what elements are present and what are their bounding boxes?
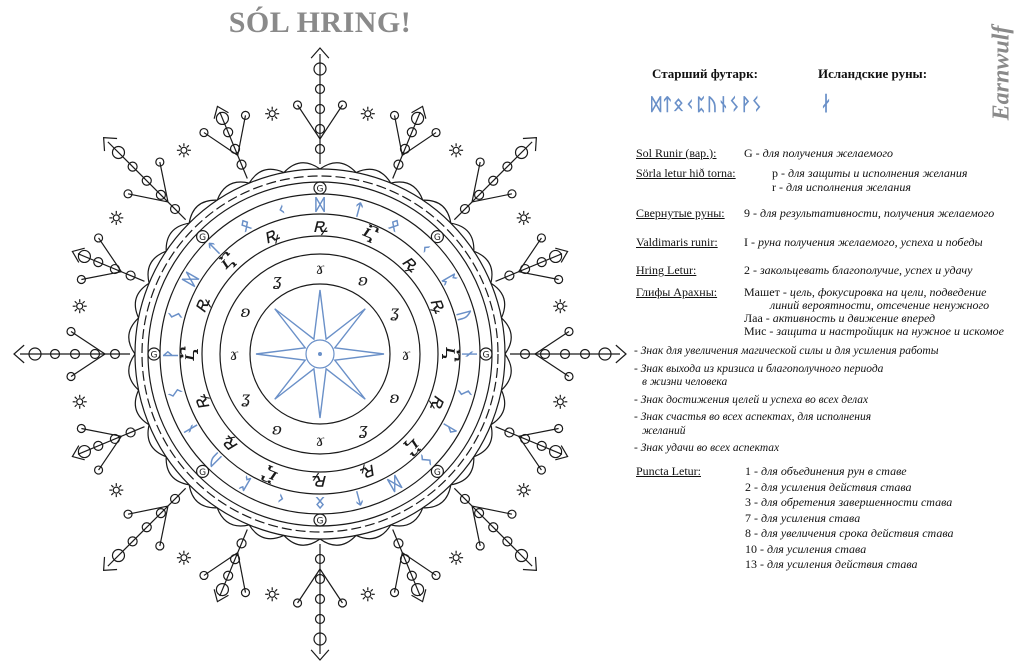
- entry-label: Valdimaris runir:: [636, 235, 718, 249]
- sun-ray: [527, 221, 529, 223]
- author-signature: [982, 8, 1022, 138]
- ring-rune: ᛏ: [351, 487, 366, 509]
- entry-key: 9: [744, 206, 750, 220]
- sign-line: - Знак достижения целей и успеха во всех делах: [634, 393, 869, 406]
- sign-item: [634, 394, 1004, 408]
- puncta-desc: для усиления става: [767, 541, 867, 556]
- ring-rune: ᛟ: [236, 213, 255, 236]
- entry-sep: -: [751, 479, 761, 494]
- branch-line: [71, 332, 105, 354]
- sun-ray: [371, 597, 373, 599]
- branch-line: [472, 506, 480, 546]
- ring-glyph: ꝶ: [425, 391, 454, 415]
- sun-ray: [555, 397, 557, 399]
- puncta-desc: для усиления действия става: [767, 557, 918, 571]
- puncta-item: [745, 542, 954, 558]
- ring-glyph: Ⴀ: [437, 346, 461, 362]
- sign-item: [634, 345, 1004, 359]
- sun-glyph: [521, 215, 527, 221]
- entry-sep: -: [776, 180, 786, 194]
- puncta-item: [745, 464, 954, 480]
- entry-glyphs-arachne: [636, 285, 1016, 345]
- branch-line: [395, 115, 403, 155]
- entry-sep: -: [752, 146, 763, 160]
- sun-ray: [187, 153, 189, 155]
- sun-ray: [267, 589, 269, 591]
- sun-ray: [75, 301, 77, 303]
- ring-rune: ᛊ: [165, 308, 187, 323]
- puncta-key: 3: [745, 495, 751, 509]
- sign-item: [634, 411, 1004, 438]
- glyph-name: Мис: [744, 324, 767, 338]
- sun-ray: [519, 493, 521, 495]
- ring-glyph: Ⴀ: [259, 459, 282, 488]
- entry-sep: -: [762, 311, 773, 325]
- center-glyph: ʓ: [241, 388, 251, 407]
- ring-glyph: ꝶ: [214, 431, 243, 460]
- sun-glyph: [113, 487, 119, 493]
- sun-ray: [119, 221, 121, 223]
- ring-glyph: ꝶ: [357, 459, 381, 488]
- entry-sep: -: [779, 285, 790, 299]
- elder-futhark-rune-text: ᛞᛏᛟᚲᛈᚢᚾᛊᚹᛊ: [651, 95, 763, 115]
- entry-sep: -: [748, 235, 758, 249]
- entry-sep: -: [766, 324, 777, 338]
- puncta-key: 7: [745, 510, 751, 525]
- branch-line: [472, 506, 512, 514]
- sun-ray: [451, 561, 453, 563]
- entry-label: Sörla letur hið torna:: [636, 166, 736, 180]
- puncta-desc: для увеличения срока действия става: [761, 526, 954, 540]
- sun-ray: [275, 589, 277, 591]
- sun-ray: [527, 493, 529, 495]
- ring-glyph: Ⴀ: [358, 220, 381, 249]
- entry-sep: -: [778, 166, 788, 180]
- entry-sep: -: [751, 510, 761, 525]
- sun-ray: [527, 213, 529, 215]
- sun-glyph: [269, 591, 275, 597]
- sun-ray: [451, 553, 453, 555]
- icelandic-rune: [818, 88, 838, 118]
- ring-glyph: Ⴀ: [397, 431, 425, 459]
- center-glyph: ɤ: [315, 431, 325, 450]
- sun-ray: [111, 485, 113, 487]
- ring-rune: ᚲ: [274, 487, 289, 509]
- branch-line: [395, 553, 403, 593]
- branch-line: [320, 569, 342, 603]
- entry-desc: для получения желаемого: [762, 146, 894, 160]
- sun-ray: [83, 397, 85, 399]
- glyph-name: Лаа: [744, 311, 763, 325]
- entry-label: Свернутые руны:: [636, 206, 725, 220]
- branch-line: [81, 272, 121, 280]
- sun-ray: [519, 485, 521, 487]
- sun-glyph: [113, 215, 119, 221]
- sun-ray: [555, 405, 557, 407]
- sun-ray: [83, 405, 85, 407]
- puncta-label: Puncta Letur:: [636, 464, 701, 478]
- glyph-desc-cont: линий вероятности, отсечение ненужного: [770, 298, 990, 312]
- branch-line: [535, 332, 569, 354]
- center-glyph: ʚ: [358, 270, 368, 290]
- sign-line: - Знак удачи во всех аспектах: [634, 442, 780, 454]
- sun-ray: [371, 117, 373, 119]
- sun-ray: [363, 109, 365, 111]
- branch-line: [71, 354, 105, 376]
- branch-line: [238, 553, 246, 593]
- sun-ray: [459, 145, 461, 147]
- entry-desc: руна получения желаемого, успеха и победы: [758, 235, 983, 249]
- entry-key: 2: [744, 263, 750, 277]
- branch-line: [535, 354, 569, 376]
- branch-line: [160, 162, 168, 202]
- sun-ray: [267, 597, 269, 599]
- entry-sep: -: [757, 541, 767, 556]
- sign-line-2: в жизни человека: [642, 376, 728, 388]
- ring-rune: ᚢ: [204, 449, 225, 470]
- sun-ray: [371, 589, 373, 591]
- sun-ray: [75, 397, 77, 399]
- ring-rune: ᛏ: [204, 238, 225, 259]
- spoke-line: [454, 488, 532, 566]
- center-glyph: ʚ: [272, 419, 282, 439]
- sun-ray: [187, 145, 189, 147]
- entry-desc-2: для исполнения желания: [786, 180, 911, 194]
- branch-line: [160, 506, 168, 546]
- sun-ray: [519, 213, 521, 215]
- entry-sorla-letur: [636, 166, 1016, 196]
- glyph-desc: защита и настройщик на нужное и искомое: [776, 324, 1004, 338]
- point-marker-letter: G: [482, 350, 490, 361]
- ring-glyph: Ⴀ: [179, 346, 203, 362]
- point-marker-letter: G: [316, 516, 324, 527]
- sign-line: - Знак счастья во всех аспектах, для исполнения: [634, 411, 872, 423]
- sun-glyph: [77, 303, 83, 309]
- puncta-key: 2: [745, 479, 751, 494]
- ring-rune: ᚹ: [438, 419, 461, 438]
- sun-ray: [555, 309, 557, 311]
- sun-ray: [83, 309, 85, 311]
- sun-glyph: [181, 555, 187, 561]
- point-marker-letter: G: [199, 467, 207, 478]
- ring-rune: ᛟ: [315, 494, 325, 513]
- center-glyph: ʓ: [272, 270, 282, 290]
- entry-key-2: r: [772, 180, 776, 194]
- author-name: Earnwulf: [988, 25, 1015, 121]
- puncta-key: 1: [745, 464, 751, 478]
- sun-ray: [267, 109, 269, 111]
- ring-rune: ᚲ: [274, 199, 289, 221]
- center-glyph: ʓ: [358, 419, 368, 439]
- sun-ray: [563, 309, 565, 311]
- page-title: SÓL HRING!: [228, 6, 412, 39]
- entry-key: p: [772, 166, 778, 180]
- sign-item: [634, 442, 1004, 456]
- sun-ray: [563, 301, 565, 303]
- branch-line: [519, 272, 559, 280]
- entry-sep: -: [750, 263, 760, 277]
- glyph-desc: активность и движение вперед: [772, 311, 936, 325]
- point-marker-letter: G: [433, 467, 441, 478]
- signs-list: [634, 345, 1004, 460]
- sun-ray: [111, 213, 113, 215]
- sun-ray: [451, 153, 453, 155]
- sun-glyph: [453, 555, 459, 561]
- center-glyph: ɤ: [229, 345, 239, 364]
- entry-desc: закольцевать благополучие, успех и удачу: [760, 263, 973, 277]
- point-marker-letter: G: [199, 233, 207, 244]
- point-marker-letter: G: [433, 233, 441, 244]
- spoke-line: [108, 488, 186, 566]
- entry-sep: -: [757, 557, 767, 571]
- icelandic-runes-label: Исландские руны:: [818, 66, 928, 81]
- ring-rune: ᛈ: [438, 270, 461, 289]
- sun-ray: [563, 405, 565, 407]
- entry-label: Hring Letur:: [636, 263, 697, 277]
- spoke-line: [108, 142, 186, 220]
- branch-line: [472, 162, 480, 202]
- sun-ray: [371, 109, 373, 111]
- ring-rune: ᛊ: [453, 385, 475, 400]
- sun-ray: [119, 493, 121, 495]
- ring-rune: ᚢ: [453, 308, 475, 323]
- sun-ray: [179, 561, 181, 563]
- sun-ray: [179, 553, 181, 555]
- ring-glyph: ꝶ: [186, 391, 215, 415]
- ring-glyph: Ⴀ: [215, 249, 243, 277]
- entry-key: G: [744, 146, 753, 160]
- sun-glyph: [453, 147, 459, 153]
- sun-ray: [519, 221, 521, 223]
- center-glyph: ʚ: [389, 388, 400, 407]
- ring-rune: ᛊ: [415, 449, 436, 470]
- puncta-key: 8: [745, 526, 751, 540]
- sign-line: - Знак для увеличения магической силы и для усиления работы: [634, 345, 939, 357]
- sun-ray: [119, 213, 121, 215]
- sun-ray: [179, 145, 181, 147]
- puncta-desc: для обретения завершенности става: [761, 495, 953, 509]
- branch-line: [472, 194, 512, 202]
- sun-ray: [459, 553, 461, 555]
- ring-rune: ᚾ: [460, 349, 479, 359]
- spoke-line: [454, 142, 532, 220]
- puncta-desc: для объединения рун в ставе: [761, 464, 907, 478]
- central-dot: [318, 352, 322, 356]
- ring-glyph: ꝶ: [425, 293, 454, 317]
- glyph-desc: цель, фокусировка на цели, подведение: [789, 285, 987, 299]
- entry-sep: -: [751, 526, 761, 540]
- sun-glyph: [365, 111, 371, 117]
- ring-rune: ᛞ: [179, 270, 202, 289]
- branch-line: [298, 569, 320, 603]
- ring-rune: ᚲ: [415, 238, 436, 259]
- sun-glyph: [77, 399, 83, 405]
- sun-ray: [451, 145, 453, 147]
- branch-line: [238, 115, 246, 155]
- elder-futhark-label: Старший футарк:: [652, 66, 758, 81]
- entry-sep: -: [751, 495, 761, 509]
- puncta-item: [745, 526, 954, 542]
- center-glyph: ɤ: [315, 259, 325, 278]
- ring-rune: ᛏ: [351, 199, 366, 221]
- sun-ray: [75, 309, 77, 311]
- sun-ray: [275, 597, 277, 599]
- sun-glyph: [365, 591, 371, 597]
- center-glyph: ʚ: [240, 302, 251, 321]
- ring-rune: ᛞ: [315, 195, 325, 214]
- entry-desc: для результативности, получения желаемого: [760, 206, 995, 220]
- entry-key: I: [744, 235, 748, 249]
- sun-glyph: [557, 303, 563, 309]
- sun-ray: [363, 597, 365, 599]
- sun-ray: [75, 405, 77, 407]
- ring-glyph: ꝶ: [259, 220, 283, 249]
- sun-ray: [459, 153, 461, 155]
- sun-ray: [563, 397, 565, 399]
- sun-ray: [555, 301, 557, 303]
- puncta-desc: для усиления става: [761, 510, 861, 525]
- puncta-item: [745, 557, 954, 573]
- center-glyph: ʓ: [389, 302, 399, 321]
- ring-rune: ᛞ: [385, 472, 404, 495]
- ring-rune: ᚹ: [161, 349, 180, 359]
- glyph-name: Машет: [744, 285, 780, 299]
- ring-rune: ᛟ: [385, 213, 404, 236]
- entry-sep: -: [750, 206, 760, 220]
- branch-line: [128, 506, 168, 514]
- sun-ray: [187, 553, 189, 555]
- puncta-key: 13: [745, 557, 757, 571]
- sun-glyph: [181, 147, 187, 153]
- ring-glyph: ꝶ: [397, 248, 426, 277]
- puncta-list: [745, 464, 954, 573]
- ring-rune: ᚾ: [179, 419, 202, 438]
- ring-glyph: ꝶ: [186, 293, 215, 317]
- sign-line-2: желаний: [642, 424, 686, 437]
- point-marker-letter: G: [150, 350, 158, 361]
- puncta-key: 10: [745, 541, 757, 556]
- point-marker-letter: G: [316, 184, 324, 195]
- branch-line: [519, 429, 559, 437]
- entry-desc: для защиты и исполнения желания: [788, 166, 968, 180]
- sun-ray: [119, 485, 121, 487]
- branch-line: [81, 429, 121, 437]
- sun-ray: [275, 117, 277, 119]
- sol-hring-mandala: [10, 44, 630, 664]
- entry-sep: -: [751, 464, 761, 478]
- ring-glyph: ꝶ: [312, 471, 328, 495]
- sun-ray: [275, 109, 277, 111]
- sun-ray: [111, 221, 113, 223]
- branch-line: [298, 105, 320, 139]
- sun-ray: [363, 117, 365, 119]
- entry-label: Глифы Арахны:: [636, 285, 718, 299]
- sign-item: [634, 363, 1004, 390]
- sun-glyph: [557, 399, 563, 405]
- sun-ray: [83, 301, 85, 303]
- sun-ray: [179, 153, 181, 155]
- ring-rune: ᛈ: [236, 472, 255, 495]
- puncta-item: [745, 495, 954, 511]
- sun-ray: [363, 589, 365, 591]
- sun-ray: [187, 561, 189, 563]
- sun-ray: [459, 561, 461, 563]
- ring-glyph: ꝶ: [312, 213, 328, 237]
- icelandic-rune-text: ᛅ: [820, 91, 832, 115]
- elder-futhark-runes: [651, 90, 781, 116]
- puncta-desc: для усиления действия става: [761, 479, 912, 494]
- ring-rune: ᛊ: [165, 385, 187, 400]
- sun-ray: [527, 485, 529, 487]
- sun-ray: [267, 117, 269, 119]
- sun-ray: [111, 493, 113, 495]
- puncta-item: [745, 511, 954, 527]
- branch-line: [320, 105, 342, 139]
- sun-glyph: [269, 111, 275, 117]
- entry-label: Sol Runir (вар.):: [636, 146, 717, 160]
- branch-line: [128, 194, 168, 202]
- center-glyph: ɤ: [401, 345, 411, 364]
- puncta-item: [745, 480, 954, 496]
- sun-glyph: [521, 487, 527, 493]
- sign-line: - Знак выхода из кризиса и благополучного периода: [634, 362, 884, 375]
